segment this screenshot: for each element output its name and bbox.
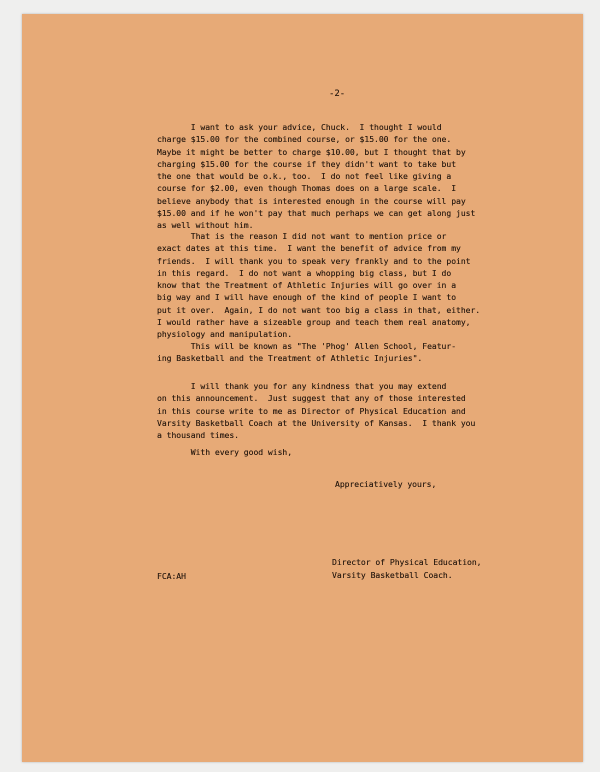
letter-page: [22, 14, 583, 762]
typist-initials: FCA:AH: [157, 571, 186, 581]
signature-title-2: Varsity Basketball Coach.: [332, 570, 453, 580]
closing-line: Appreciatively yours,: [335, 479, 437, 489]
signature-title-1: Director of Physical Education,: [332, 557, 482, 567]
page-number: -2-: [329, 89, 346, 99]
paragraph-advice: I want to ask your advice, Chuck. I thought I would charge $15.00 for the combined course, or $15.00 for the one. Maybe it might be better to charge $10.00, but I thought that by charging $15.00 for the course if they didn't want to take but the one that would be o.k., too. I do not feel like giving a course for $2.00, even though Thomas does on a large scale. I believe anybody that is interested enough in the course will pay $15.00 and if he won't pay that much perhaps we can get along just as well without him.: [157, 122, 476, 231]
paragraph-school-name: This will be known as "The 'Phog' Allen School, Featur- ing Basketball and the Treatment of Athletic Injuries".: [157, 341, 457, 364]
paragraph-announcement: I will thank you for any kindness that you may extend on this announcement. Just suggest that any of those interested in this course write to me as Director of Physical Education and Varsity Basketball Coach at the University of Kansas. I thank you a thousand times.: [157, 381, 476, 441]
paragraph-good-wish: With every good wish,: [157, 447, 293, 457]
paragraph-price-dates: That is the reason I did not want to mention price or exact dates at this time. I want the benefit of advice from my friends. I will thank you to speak very frankly and to the point in this regard. I do not want a whopping big class, but I do know that the Treatment of Athletic Injuries will go over in a big way and I will have enough of the kind of people I want to put it over. Again, I do not want too big a class in that, either. I would rather have a sizeable group and teach them real anatomy, physiology and manipulation.: [157, 231, 481, 340]
